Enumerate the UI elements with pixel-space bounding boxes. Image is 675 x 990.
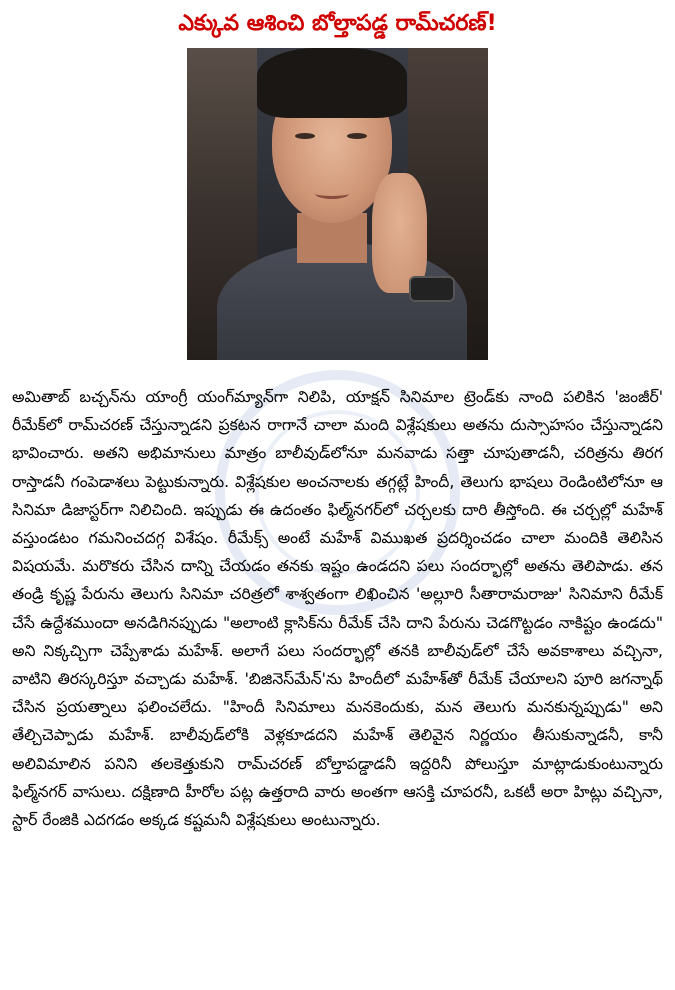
photo-hand [372, 173, 427, 293]
photo-watch [409, 276, 455, 302]
photo-eye-left [295, 133, 315, 139]
article-headline: ఎక్కువ ఆశించి బోల్తాపడ్డ రామ్‌చరణ్! [178, 11, 497, 36]
photo-eye-right [347, 133, 367, 139]
photo-hair [257, 48, 407, 118]
photo-mouth [315, 188, 349, 199]
article-photo [187, 48, 488, 360]
article-body: అమితాబ్ బచ్చన్‌ను యాంగ్రీ యంగ్‌మ్యాన్‌గా నిలిపి, యాక్షన్ సినిమాల ట్రెండ్‌కు నాంది పలికిన 'జంజీర్' రీమేక్‌లో రామ్‌చరణ్ చేస్తున్నాడని ప్రకటన రాగానే చాలా మంది విశ్లేషకులు అతను దుస్సాహసం చేస్తున్నాడని భావించారు. అతని అభిమానులు మాత్రం బాలీవుడ్‌లోనూ మనవాడు సత్తా చూపుతాడనీ, చరిత్రను తిరగ రాస్తాడనీ గంపెడాశలు పెట్టుకున్నారు. విశ్లేషకుల అంచనాలకు తగ్గట్లే హిందీ, తెలుగు భాషలు రెండింటిలోనూ ఆ సినిమా డిజాస్టర్‌గా నిలిచింది. ఇప్పుడు ఈ ఉదంతం ఫిల్మ్‌నగర్‌లో చర్చలకు దారి తీస్తోంది. ఈ చర్చల్లో మహేశ్ వస్తుండటం గమనించదగ్గ విశేషం. రీమేక్స్ అంటే మహేశ్ విముఖత ప్రదర్శించడం చాలా మందికి తెలిసిన విషయమే. మరొకరు చేసిన దాన్ని చేయడం తనకు ఇష్టం ఉండదని పలు సందర్భాల్లో అతను తెలిపాడు. తన తండ్రి కృష్ణ పేరును తెలుగు సినిమా చరిత్రలో శాశ్వతంగా లిఖించిన 'అల్లూరి సీతారామరాజు' సినిమాని రీమేక్ చేసే ఉద్దేశముందా అనడిగినప్పుడు "అలాంటి క్లాసిక్‌ను రీమేక్ చేసి దాని పేరును చెడగొట్టడం నాకిష్టం ఉండదు" అని నిక్కచ్చిగా చెప్పేశాడు మహేశ్. అలాగే పలు సందర్భాల్లో తనకి బాలీవుడ్‌లో చేసే అవకాశాలు వచ్చినా, వాటిని తిరస్కరిస్తూ వచ్చాడు మహేశ్. 'బిజినెస్‌మేన్'ను హిందీలో మహేశ్‌తో రీమేక్ చేయాలని పూరి జగన్నాథ్ చేసిన ప్రయత్నాలు ఫలించలేదు. "హిందీ సినిమాలు మనకెందుకు, మన తెలుగు మనకున్నప్పుడు" అని తేల్చిచెప్పాడు మహేశ్. బాలీవుడ్‌లోకి వెళ్లకూడదని మహేశ్ తెలివైన నిర్ణయం తీసుకున్నాడనీ, కానీ అలివిమాలిన పనిని తలకెత్తుకుని రామ్‌చరణ్ బోల్తాపడ్డాడనీ ఇద్దరినీ పోలుస్తూ మాట్లాడుకుంటున్నారు ఫిల్మ్‌నగర్ వాసులు. దక్షిణాది హీరోల పట్ల ఉత్తరాది వారు అంతగా ఆసక్తి చూపరనీ, ఒకటీ అరా హిట్లు వచ్చినా, స్టార్ రేంజికి ఎదగడం అక్కడ కష్టమనీ విశ్లేషకులు అంటున్నారు. [12, 388, 663, 830]
